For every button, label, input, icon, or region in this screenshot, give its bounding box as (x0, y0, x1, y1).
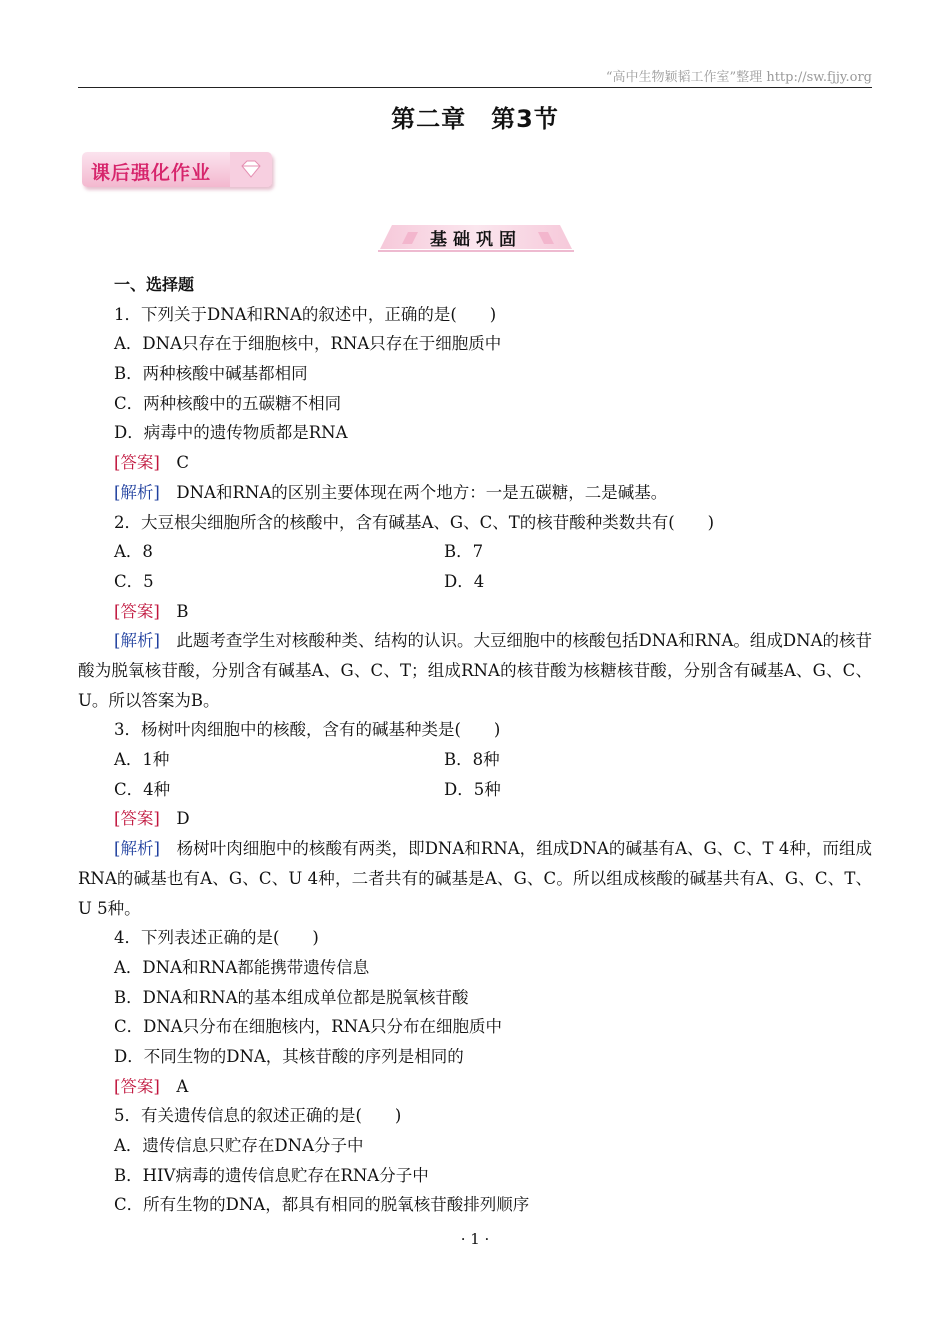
explanation-text: DNA和RNA的区别主要体现在两个地方：一是五碳糖，二是碱基。 (176, 482, 668, 502)
answer-value: D (176, 809, 190, 829)
answer-tag: [答案] (114, 601, 160, 621)
option-a: A．1种 (114, 750, 170, 770)
explanation-tag: [解析] (114, 631, 160, 651)
option-row (78, 567, 872, 597)
option-b: B．DNA和RNA的基本组成单位都是脱氧核苷酸 (114, 987, 469, 1007)
option-a: A．DNA和RNA都能携带遗传信息 (114, 957, 370, 977)
option-b: B．7 (444, 542, 484, 562)
explanation-paragraph (78, 626, 872, 715)
option-c: C．两种核酸中的五碳糖不相同 (114, 393, 342, 413)
option-c: C．DNA只分布在细胞核内，RNA只分布在细胞质中 (114, 1017, 502, 1037)
question-stem: 3．杨树叶肉细胞中的核酸，含有的碱基种类是( ) (114, 720, 501, 740)
diamond-icon (240, 160, 262, 178)
answer-value: C (176, 453, 189, 473)
option-c: C．所有生物的DNA，都具有相同的脱氧核苷酸排列顺序 (114, 1195, 530, 1215)
option-b: B．两种核酸中碱基都相同 (114, 364, 308, 384)
option-b: B．8种 (444, 750, 500, 770)
option-c: C．5 (114, 571, 154, 591)
explanation-text: 杨树叶肉细胞中的核酸有两类，即DNA和RNA，组成DNA的碱基有A、G、C、T 4种，而组成RNA的碱基也有A、G、C、U 4种，二者共有的碱基是A、G、C。所以组成核酸的碱基共有A、G、C、T、U 5种。 (78, 839, 873, 918)
option-d: D．5种 (444, 779, 501, 799)
homework-badge-label: 课后强化作业 (91, 162, 212, 184)
header-note: “高中生物颖韬工作室”整理 http://sw.fjjy.org (605, 70, 872, 85)
option-a: A．遗传信息只贮存在DNA分子中 (114, 1136, 364, 1156)
option-row (78, 745, 872, 775)
question-stem: 5．有关遗传信息的叙述正确的是( ) (114, 1106, 402, 1126)
option-b: B．HIV病毒的遗传信息贮存在RNA分子中 (114, 1165, 429, 1185)
section-banner-label: 基础巩固 (430, 230, 522, 250)
option-a: A．DNA只存在于细胞核中，RNA只存在于细胞质中 (114, 334, 502, 354)
question-content (78, 270, 872, 1220)
homework-badge (82, 152, 272, 187)
explanation-tag: [解析] (114, 839, 160, 859)
answer-tag: [答案] (114, 1076, 160, 1096)
answer-tag: [答案] (114, 453, 160, 473)
answer-value: B (176, 601, 189, 621)
question-stem: 4．下列表述正确的是( ) (114, 928, 319, 948)
option-c: C．4种 (114, 779, 171, 799)
answer-line (78, 1072, 872, 1102)
badge-tab (230, 152, 272, 187)
answer-line (78, 448, 872, 478)
option-row (78, 537, 872, 567)
chapter-title: 第二章 第3节 (391, 105, 559, 133)
answer-line (78, 804, 872, 834)
section-banner (378, 222, 574, 252)
answer-tag: [答案] (114, 809, 160, 829)
question-stem: 1．下列关于DNA和RNA的叙述中，正确的是( ) (114, 304, 497, 324)
explanation-text: 此题考查学生对核酸种类、结构的认识。大豆细胞中的核酸包括DNA和RNA。组成DNA的核苷酸为脱氧核苷酸，分别含有碱基A、G、C、T；组成RNA的核苷酸为核糖核苷酸，分别含有碱基A、G、C、U。所以答案为B。 (78, 631, 872, 710)
option-d: D．病毒中的遗传物质都是RNA (114, 423, 348, 443)
header-divider (78, 87, 872, 88)
explanation-tag: [解析] (114, 482, 160, 502)
option-d: D．不同生物的DNA，其核苷酸的序列是相同的 (114, 1046, 464, 1066)
page-number: · 1 · (460, 1230, 490, 1248)
question-stem: 2．大豆根尖细胞所含的核酸中，含有碱基A、G、C、T的核苷酸种类数共有( ) (114, 512, 715, 532)
option-d: D．4 (444, 571, 485, 591)
answer-value: A (176, 1076, 189, 1096)
option-a: A．8 (114, 542, 153, 562)
answer-line (78, 597, 872, 627)
explanation-paragraph (78, 834, 872, 923)
section-heading: 一、选择题 (114, 275, 195, 294)
explanation-line (78, 478, 872, 508)
option-row (78, 775, 872, 805)
